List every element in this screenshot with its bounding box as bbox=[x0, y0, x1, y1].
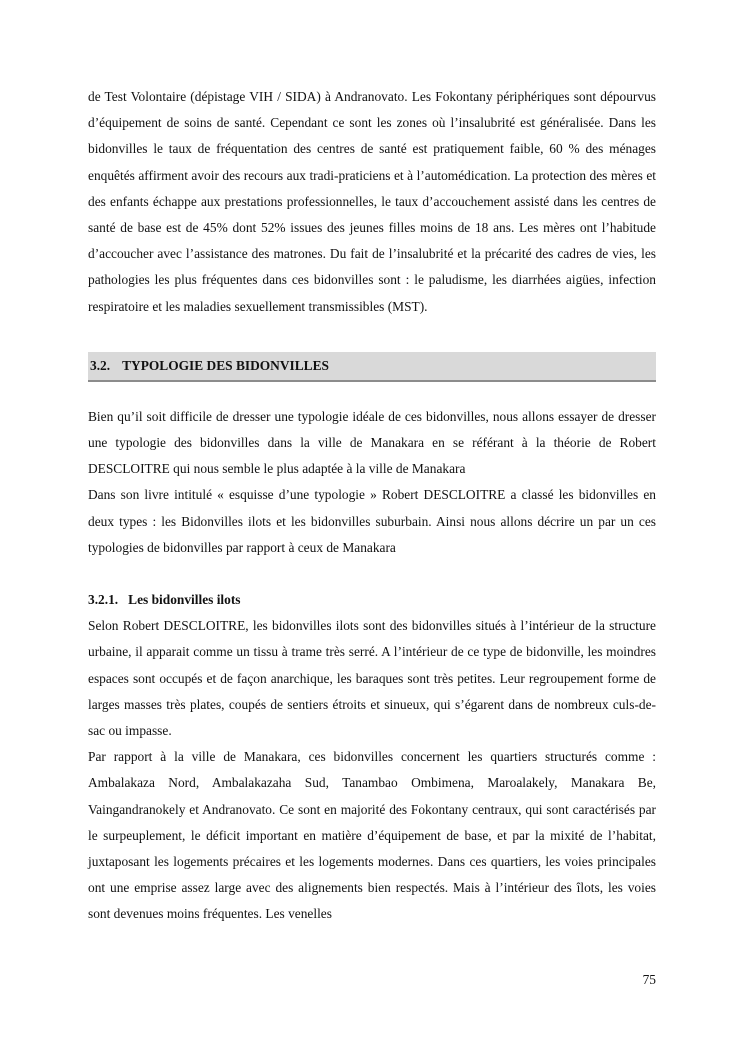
section-title: TYPOLOGIE DES BIDONVILLES bbox=[122, 357, 329, 373]
section-number: 3.2. bbox=[90, 357, 111, 373]
subsection-number: 3.2.1. bbox=[88, 592, 119, 608]
section-heading bbox=[88, 352, 656, 382]
subsection-heading bbox=[88, 587, 656, 613]
section-paragraph-2: Dans son livre intitulé « esquisse d’une typologie » Robert DESCLOITRE a classé les bidonvilles en deux types : les Bidonvilles ilots et les bidonvilles suburbain. Ainsi nous allons décrire un par un ces typologies de bidonvilles par rapport à ceux de Manakara bbox=[88, 487, 656, 555]
page-number: 75 bbox=[642, 972, 656, 987]
section-paragraph-1: Bien qu’il soit difficile de dresser une typologie idéale de ces bidonvilles, nous allons essayer de dresser une typologie des bidonvilles dans la ville de Manakara en se référant à la théorie de Robert DESCLOITRE qui nous semble le plus adaptée à la ville de Manakara bbox=[88, 408, 656, 477]
subsection-title: Les bidonvilles ilots bbox=[128, 592, 241, 608]
subsection-paragraph-2: Par rapport à la ville de Manakara, ces bidonvilles concernent les quartiers structurés comme : Ambalakaza Nord, Ambalakazaha Sud, Tanambao Ombimena, Maroalakely, Manakara Be, Vaingandranokely et Andranovato. Ce sont en majorité des Fokontany centraux, qui sont caractérisés par le surpeuplement, le déficit important en matière d’équipement de base, et par la mixité de l’habitat, juxtaposant les logements précaires et les logements modernes. Dans ces quartiers, les voies principales ont une emprise assez large avec des alignements bien respectés. Mais à l’intérieur des îlots, les voies sont devenues moins fréquentes. Les venelles bbox=[88, 749, 656, 922]
subsection-paragraph-1: Selon Robert DESCLOITRE, les bidonvilles ilots sont des bidonvilles situés à l’intérieur de la structure urbaine, il apparait comme un tissu à trame très serré. A l’intérieur de ce type de bidonville, les moindres espaces sont occupés et de façon anarchique, les baraques sont très petites. Leur regroupement forme de larges masses très plates, coupés de sentiers étroits et sinueux, qui s’égarent dans de nombreux culs-de-sac ou impasse. bbox=[88, 618, 656, 739]
document-page bbox=[88, 84, 656, 928]
intro-paragraph: de Test Volontaire (dépistage VIH / SIDA) à Andranovato. Les Fokontany périphériques sont dépourvus d’équipement de soins de santé. Cependant ce sont les zones où l’insalubrité est généralisée. Dans les bidonvilles le taux de fréquentation des centres de santé est pratiquement faible, 60 % des ménages enquêtés affirment avoir des recours aux tradi-praticiens et à l’automédication. La protection des mères et des enfants échappe aux prestations professionnelles, le taux d’accouchement assisté dans les centres de santé de base est de 45% dont 52% issues des jeunes filles moins de 18 ans. Les mères ont l’habitude d’accoucher avec l’assistance des matrones. Du fait de l’insalubrité et la précarité des cadres de vies, les pathologies les plus fréquentes dans ces bidonvilles sont : le paludisme, les diarrhées aigües, infection respiratoire et les maladies sexuellement transmissibles (MST). bbox=[88, 89, 656, 314]
